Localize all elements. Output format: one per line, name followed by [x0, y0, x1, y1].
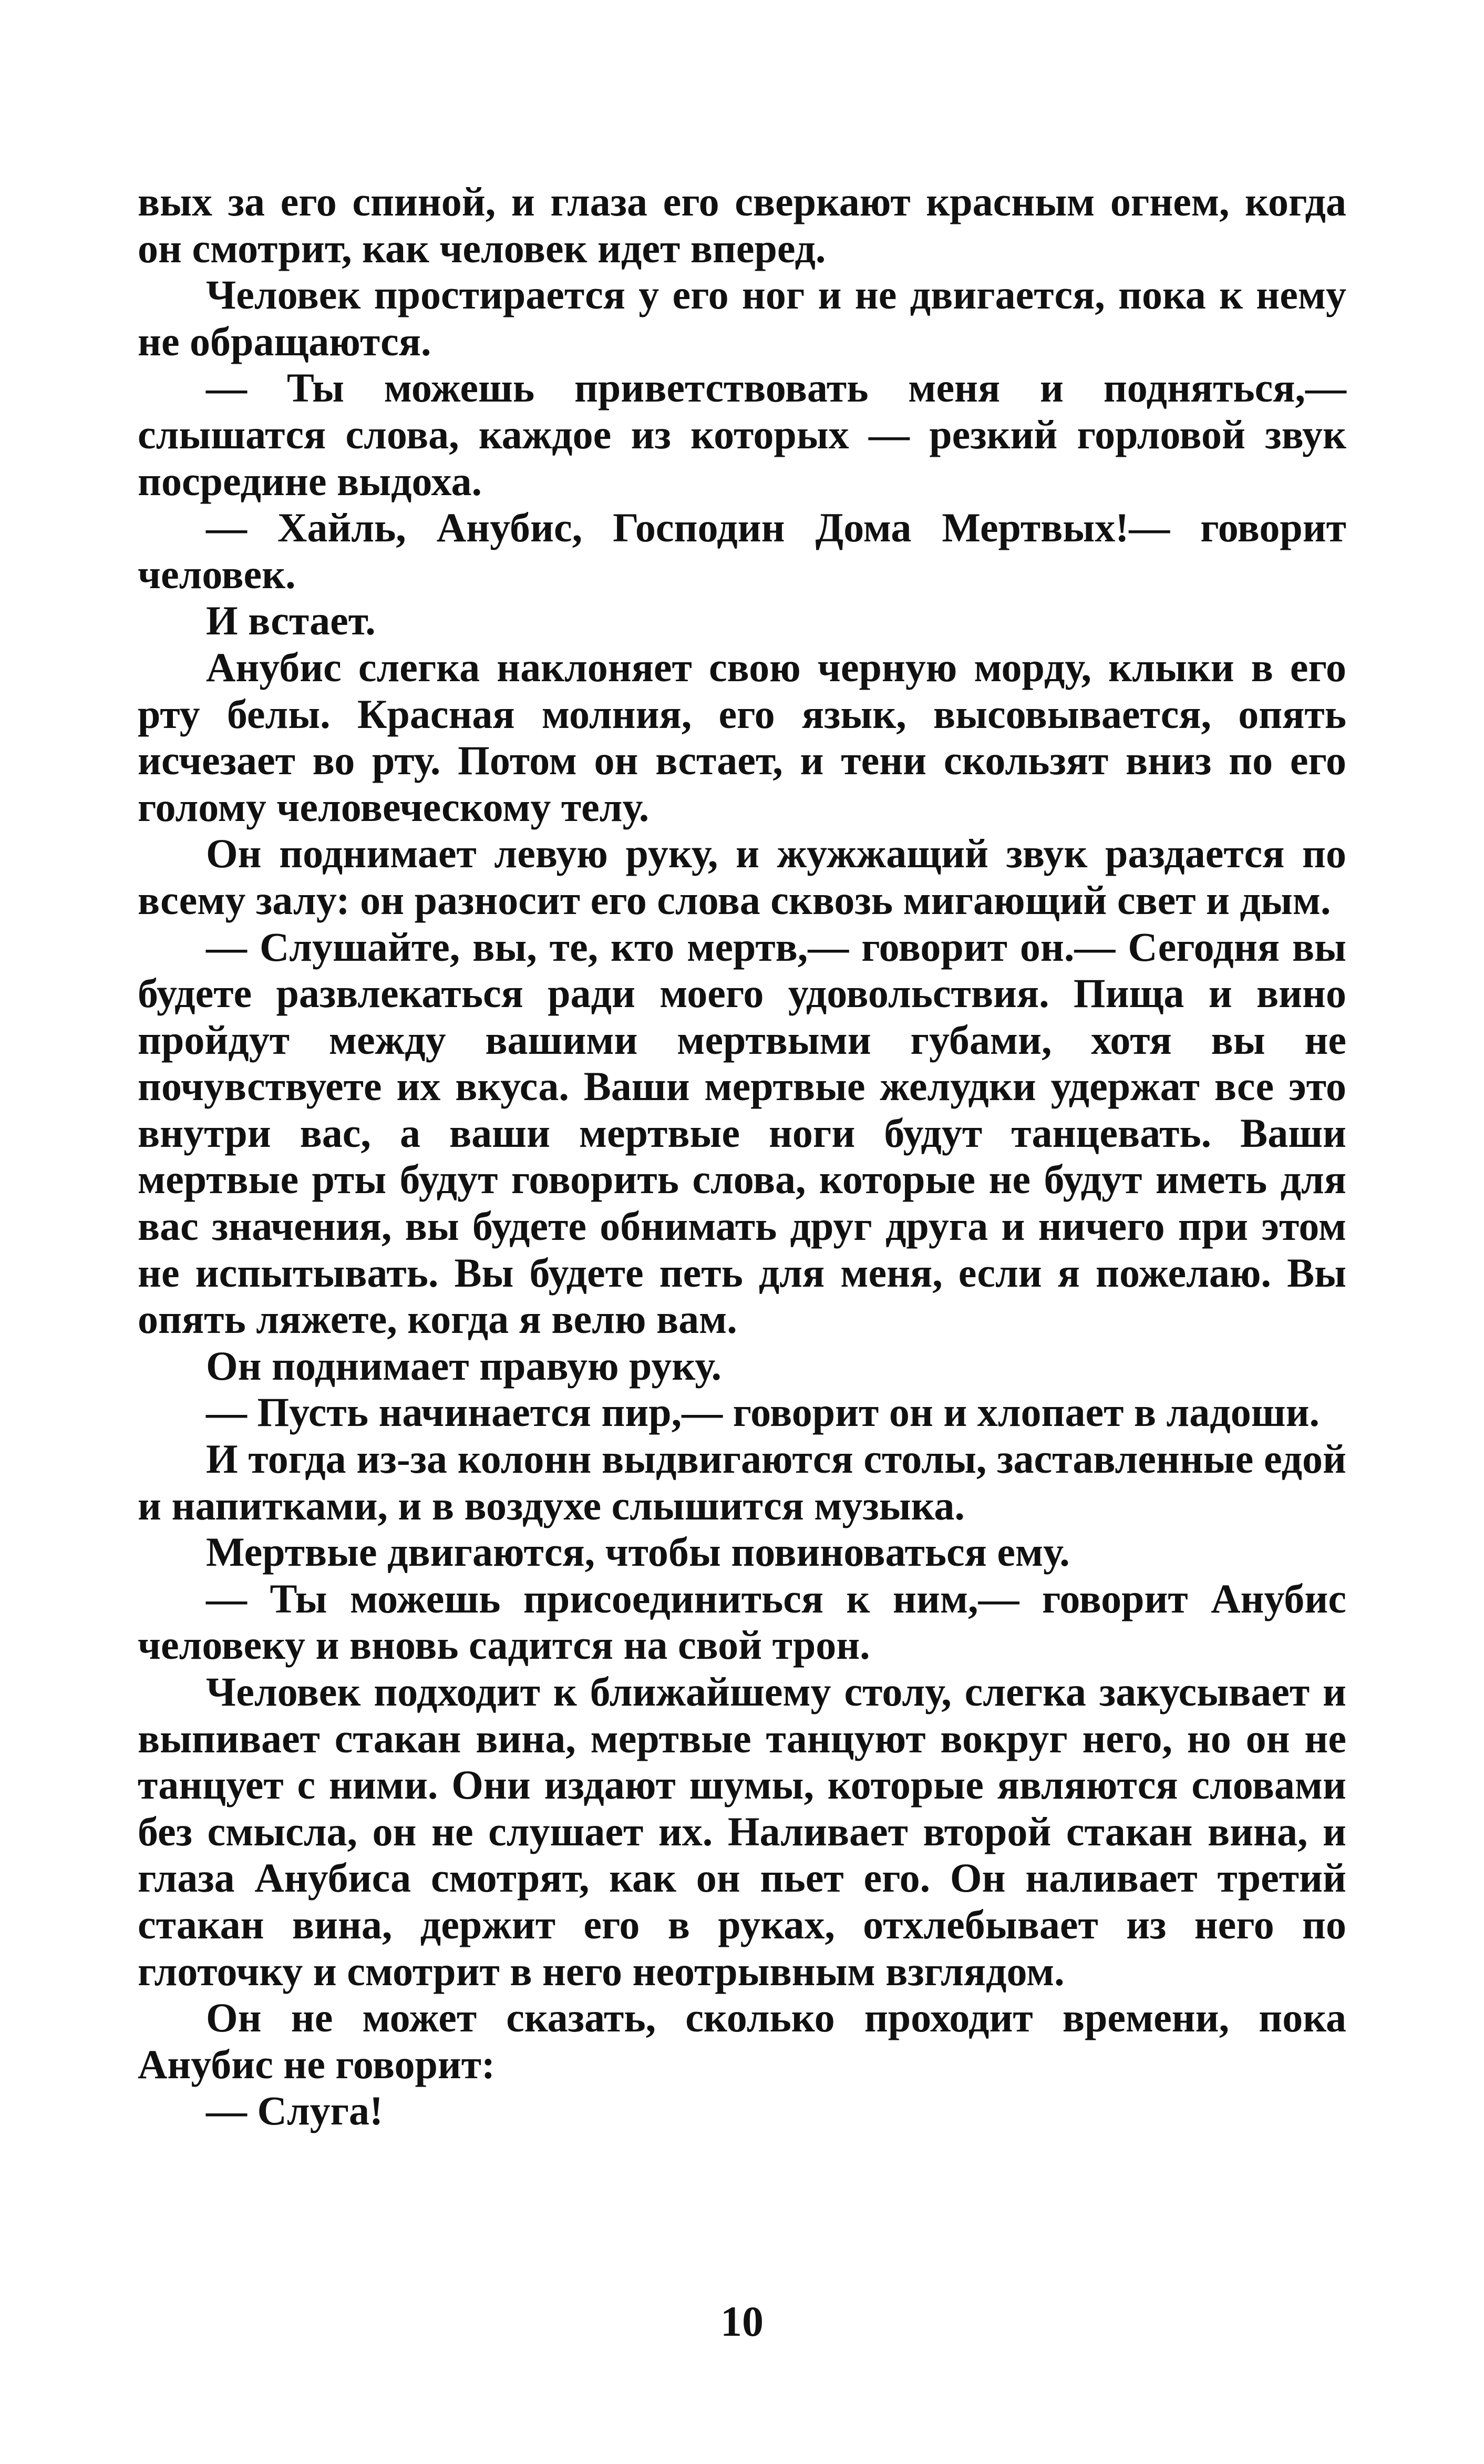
paragraph-continuation: вых за его спиной, и глаза его сверкают красным огнем, когда он смотрит, как человек идет вперед. — [138, 179, 1346, 271]
page-number: 10 — [720, 2297, 764, 2345]
paragraph: — Ты можешь приветствовать меня и подняться,— слышатся слова, каждое из которых — резкий горловой звук посредине выдоха. — [138, 365, 1346, 504]
paragraph: — Пусть начинается пир,— говорит он и хлопает в ладоши. — [206, 1389, 1320, 1435]
paragraph: Он поднимает левую руку, и жужжащий звук раздается по всему залу: он разносит его слова сквозь мигающий свет и дым. — [138, 830, 1346, 923]
paragraph: Анубис слегка наклоняет свою черную морду, клыки в его рту белы. Красная молния, его язык, высовывается, опять исчезает во рту. Потом он встает, и тени скользят вниз по его голому человеческому телу. — [138, 644, 1346, 830]
paragraph: Человек простирается у его ног и не двигается, пока к нему не обращаются. — [138, 272, 1346, 364]
paragraph: — Хайль, Анубис, Господин Дома Мертвых!— говорит человек. — [138, 505, 1346, 597]
paragraph: И встает. — [206, 598, 376, 644]
body-text — [138, 179, 1346, 2134]
paragraph: — Слуга! — [206, 2088, 383, 2134]
paragraph: И тогда из-за колонн выдвигаются столы, заставленные едой и напитками, и в воздухе слышится музыка. — [138, 1436, 1346, 1528]
paragraph: Человек подходит к ближайшему столу, слегка закусывает и выпивает стакан вина, мертвые танцуют вокруг него, но он не танцует с ними. Они издают шумы, которые являются словами без смысла, он не слушает их. Наливает второй стакан вина, и глаза Анубиса смотрят, как он пьет его. Он наливает третий стакан вина, держит его в руках, отхлебывает из него по глоточку и смотрит в него неотрывным взглядом. — [138, 1669, 1346, 1994]
paragraph: Мертвые двигаются, чтобы повиноваться ему. — [206, 1529, 1070, 1575]
paragraph: — Ты можешь присоединиться к ним,— говорит Анубис человеку и вновь садится на свой трон. — [138, 1575, 1346, 1668]
paragraph: — Слушайте, вы, те, кто мертв,— говорит он.— Сегодня вы будете развлекаться ради моего удовольствия. Пища и вино пройдут между вашими мертвыми губами, хотя вы не почувствуете их вкуса. Ваши мертвые желудки удержат все это внутри вас, а ваши мертвые ноги будут танцевать. Ваши мертвые рты будут говорить слова, которые не будут иметь для вас значения, вы будете обнимать друг друга и ничего при этом не испытывать. Вы будете петь для меня, если я пожелаю. Вы опять ляжете, когда я велю вам. — [138, 923, 1346, 1342]
paragraph: Он поднимает правую руку. — [206, 1342, 722, 1389]
paragraph: Он не может сказать, сколько проходит времени, пока Анубис не говорит: — [138, 1995, 1346, 2087]
